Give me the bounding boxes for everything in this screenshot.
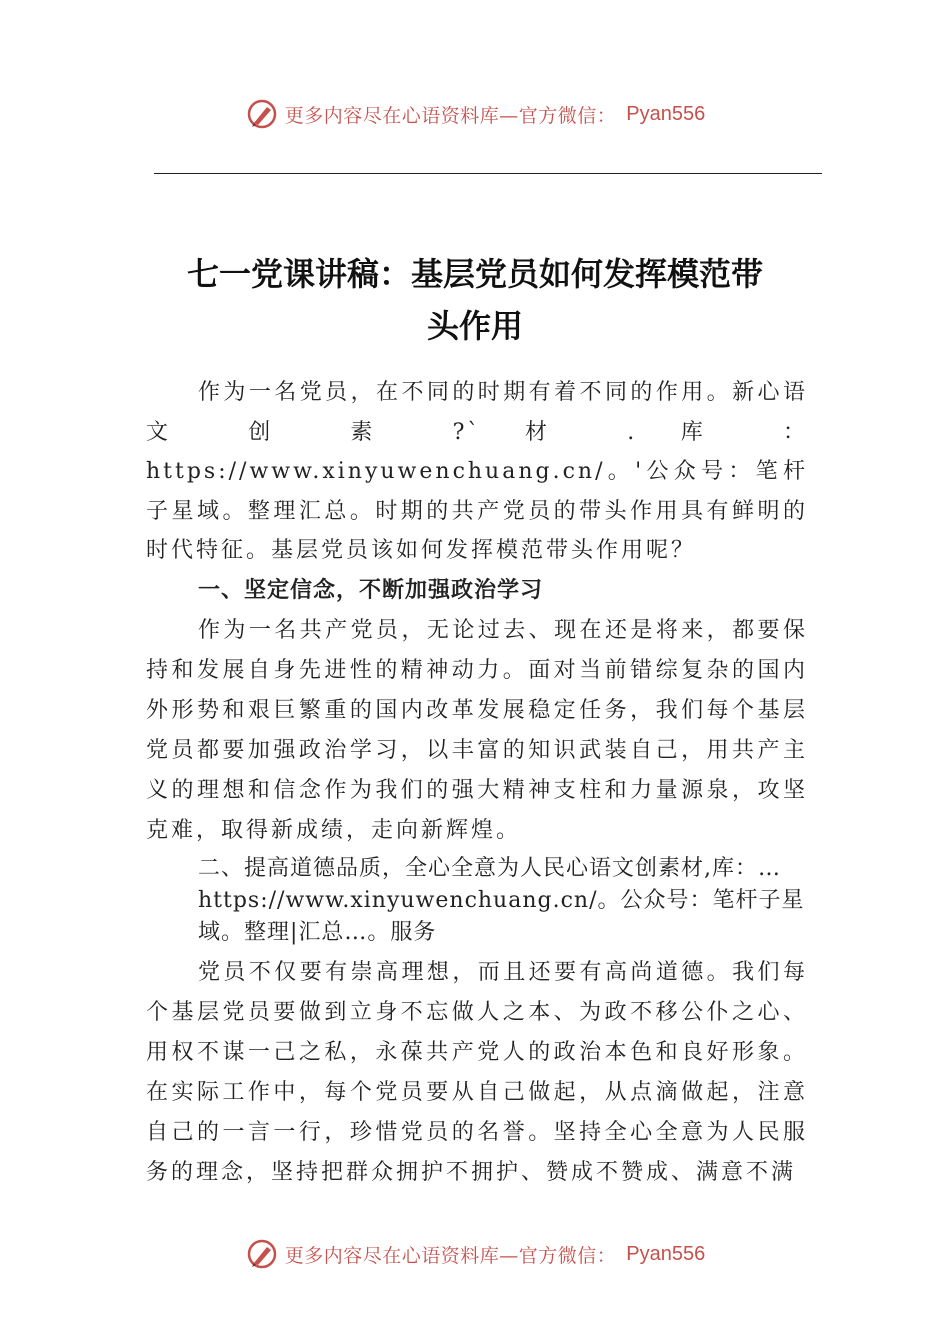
section-2-paragraph: 党员不仅要有崇高理想，而且还要有高尚道德。我们每个基层党员要做到立身不忘做人之本、为政不移公仆之心、用权不谋一己之私，永葆共产党人的政治本色和良好形象。在实际工作中，每个党员要从自己做起，从点滴做起，注意自己的一言一行，珍惜党员的名誉。坚持全心全意为人民服务的理念，坚持把群众拥护不拥护、赞成不赞成、满意不满 [146, 959, 808, 1185]
section-heading-1: 一、坚定信念，不断加强政治学习 [198, 577, 544, 603]
watermark-text: 更多内容尽在心语资料库—官方微信： [284, 1244, 617, 1267]
header-watermark [0, 94, 950, 134]
footer-watermark [0, 1234, 950, 1274]
header-divider [154, 173, 822, 174]
watermark-account: Pyan556 [626, 1242, 706, 1265]
title-line-1: 七一党课讲稿：基层党员如何发挥模范带 [186, 255, 763, 293]
document-body [146, 373, 808, 1193]
intro-paragraph: 作为一名党员，在不同的时期有着不同的作用。新心语 文 创 素 ?` 材 . 库 ： https://www.xinyuwenchuang.cn/。'公众号：笔杆子星域。整理汇总。时期的共产党员的带头作用具有鲜明的时代特征。基层党员该如何发挥模范带头作用呢？ [146, 380, 808, 563]
watermark-account: Pyan556 [626, 102, 706, 125]
section-heading-2: 二、提高道德品质，全心全意为人民心语文创素材,库：…https://www.xinyuwenchuang.cn/。公众号：笔杆子星域。整理|汇总…。服务 [198, 855, 805, 945]
watermark-text: 更多内容尽在心语资料库—官方微信： [284, 104, 617, 127]
pen-logo-icon [245, 1237, 279, 1271]
section-1-paragraph: 作为一名共产党员，无论过去、现在还是将来，都要保持和发展自身先进性的精神动力。面对当前错综复杂的国内外形势和艰巨繁重的国内改革发展稳定任务，我们每个基层党员都要加强政治学习，以丰富的知识武装自己，用共产主义的理想和信念作为我们的强大精神支柱和力量源泉，攻坚克难，取得新成绩，走向新辉煌。 [146, 617, 808, 843]
title-line-2: 头作用 [426, 307, 523, 345]
pen-logo-icon [245, 97, 279, 131]
document-title [140, 248, 810, 352]
